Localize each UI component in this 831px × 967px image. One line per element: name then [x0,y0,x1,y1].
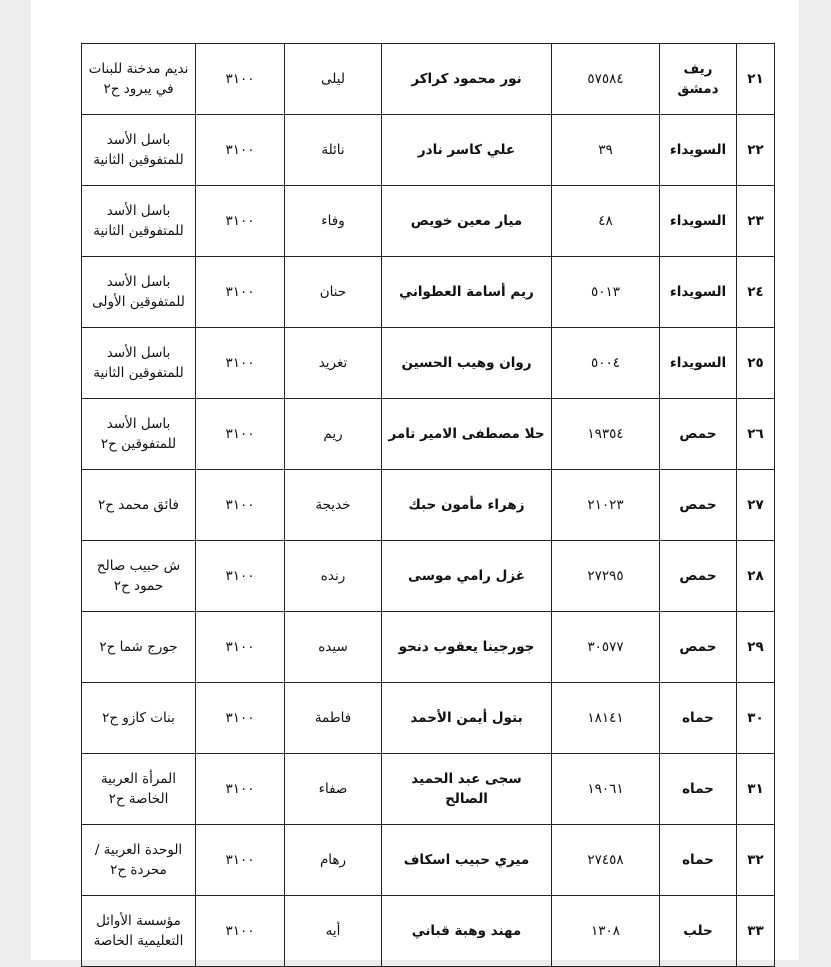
student-name-cell: بتول أيمن الأحمد [382,683,552,754]
student-name-cell: غزل رامي موسى [382,541,552,612]
table-row [82,115,775,186]
governorate-cell: حمص [660,541,737,612]
row-number: ٣٣ [737,896,775,967]
table-row [82,328,775,399]
score-cell: ٣١٠٠ [196,541,285,612]
row-number: ٢٣ [737,186,775,257]
table-row [82,399,775,470]
score-cell: ٣١٠٠ [196,115,285,186]
school-cell: فائق محمد ح٢ [82,470,196,541]
student-name-cell: ميري حبيب اسكاف [382,825,552,896]
mother-name-cell: صفاء [285,754,382,825]
governorate-cell: حماه [660,683,737,754]
governorate-cell: السويداء [660,186,737,257]
mother-name-cell: وفاء [285,186,382,257]
mother-name-cell: رهام [285,825,382,896]
table-row [82,257,775,328]
school-cell: المرأة العربية الخاصة ح٢ [82,754,196,825]
table-row [82,825,775,896]
row-number: ٢٦ [737,399,775,470]
score-cell: ٣١٠٠ [196,257,285,328]
table-row [82,541,775,612]
student-name-cell: علي كاسر نادر [382,115,552,186]
governorate-cell: السويداء [660,328,737,399]
row-number: ٢٥ [737,328,775,399]
school-cell: باسل الأسد للمتفوقين الثانية [82,115,196,186]
student-name-cell: مهند وهبة قباني [382,896,552,967]
exam-number-cell: ١٣٠٨ [552,896,660,967]
student-name-cell: نور محمود كراكر [382,44,552,115]
table-row [82,470,775,541]
school-cell: جورج شما ح٢ [82,612,196,683]
score-cell: ٣١٠٠ [196,470,285,541]
table-row [82,754,775,825]
row-number: ٢٨ [737,541,775,612]
student-name-cell: ميار معين خويص [382,186,552,257]
mother-name-cell: تغريد [285,328,382,399]
row-number: ٣١ [737,754,775,825]
student-name-cell: جورجينا يعقوب دنحو [382,612,552,683]
exam-number-cell: ٢٧٢٩٥ [552,541,660,612]
mother-name-cell: نائلة [285,115,382,186]
results-table [81,43,775,967]
exam-number-cell: ٣٩ [552,115,660,186]
governorate-cell: حمص [660,470,737,541]
mother-name-cell: رنده [285,541,382,612]
governorate-cell: حماه [660,825,737,896]
school-cell: الوحدة العربية / محردة ح٢ [82,825,196,896]
score-cell: ٣١٠٠ [196,754,285,825]
exam-number-cell: ١٩٠٦١ [552,754,660,825]
school-cell: باسل الأسد للمتفوقين ح٢ [82,399,196,470]
school-cell: باسل الأسد للمتفوقين الثانية [82,186,196,257]
table-row [82,44,775,115]
student-name-cell: روان وهيب الحسين [382,328,552,399]
row-number: ٣٢ [737,825,775,896]
mother-name-cell: أيه [285,896,382,967]
row-number: ٢٧ [737,470,775,541]
school-cell: باسل الأسد للمتفوقين الثانية [82,328,196,399]
table-row [82,186,775,257]
exam-number-cell: ٤٨ [552,186,660,257]
score-cell: ٣١٠٠ [196,328,285,399]
exam-number-cell: ١٩٣٥٤ [552,399,660,470]
row-number: ٢٤ [737,257,775,328]
student-name-cell: زهراء مأمون حبك [382,470,552,541]
row-number: ٢٩ [737,612,775,683]
student-name-cell: حلا مصطفى الامير تامر [382,399,552,470]
governorate-cell: حلب [660,896,737,967]
exam-number-cell: ٣٠٥٧٧ [552,612,660,683]
governorate-cell: السويداء [660,115,737,186]
exam-number-cell: ٢٧٤٥٨ [552,825,660,896]
mother-name-cell: ريم [285,399,382,470]
exam-number-cell: ٥٠٠٤ [552,328,660,399]
score-cell: ٣١٠٠ [196,612,285,683]
document-page [31,0,799,960]
mother-name-cell: فاطمة [285,683,382,754]
score-cell: ٣١٠٠ [196,683,285,754]
score-cell: ٣١٠٠ [196,825,285,896]
school-cell: باسل الأسد للمتفوقين الأولى [82,257,196,328]
school-cell: ش حبيب صالح حمود ح٢ [82,541,196,612]
exam-number-cell: ٥٧٥٨٤ [552,44,660,115]
student-name-cell: سجى عبد الحميد الصالح [382,754,552,825]
governorate-cell: حماه [660,754,737,825]
row-number: ٣٠ [737,683,775,754]
score-cell: ٣١٠٠ [196,186,285,257]
row-number: ٢١ [737,44,775,115]
mother-name-cell: ليلى [285,44,382,115]
governorate-cell: حمص [660,399,737,470]
mother-name-cell: حنان [285,257,382,328]
exam-number-cell: ٢١٠٢٣ [552,470,660,541]
score-cell: ٣١٠٠ [196,399,285,470]
score-cell: ٣١٠٠ [196,896,285,967]
table-body [82,44,775,967]
mother-name-cell: خديجة [285,470,382,541]
row-number: ٢٢ [737,115,775,186]
table-row [82,683,775,754]
governorate-cell: حمص [660,612,737,683]
score-cell: ٣١٠٠ [196,44,285,115]
exam-number-cell: ٥٠١٣ [552,257,660,328]
school-cell: مؤسسة الأوائل التعليمية الخاصة [82,896,196,967]
school-cell: بنات كازو ح٢ [82,683,196,754]
school-cell: نديم مدخنة للبنات في يبرود ح٢ [82,44,196,115]
student-name-cell: ريم أسامة العطواني [382,257,552,328]
table-row [82,612,775,683]
governorate-cell: السويداء [660,257,737,328]
governorate-cell: ريف دمشق [660,44,737,115]
exam-number-cell: ١٨١٤١ [552,683,660,754]
mother-name-cell: سيده [285,612,382,683]
table-row [82,896,775,967]
